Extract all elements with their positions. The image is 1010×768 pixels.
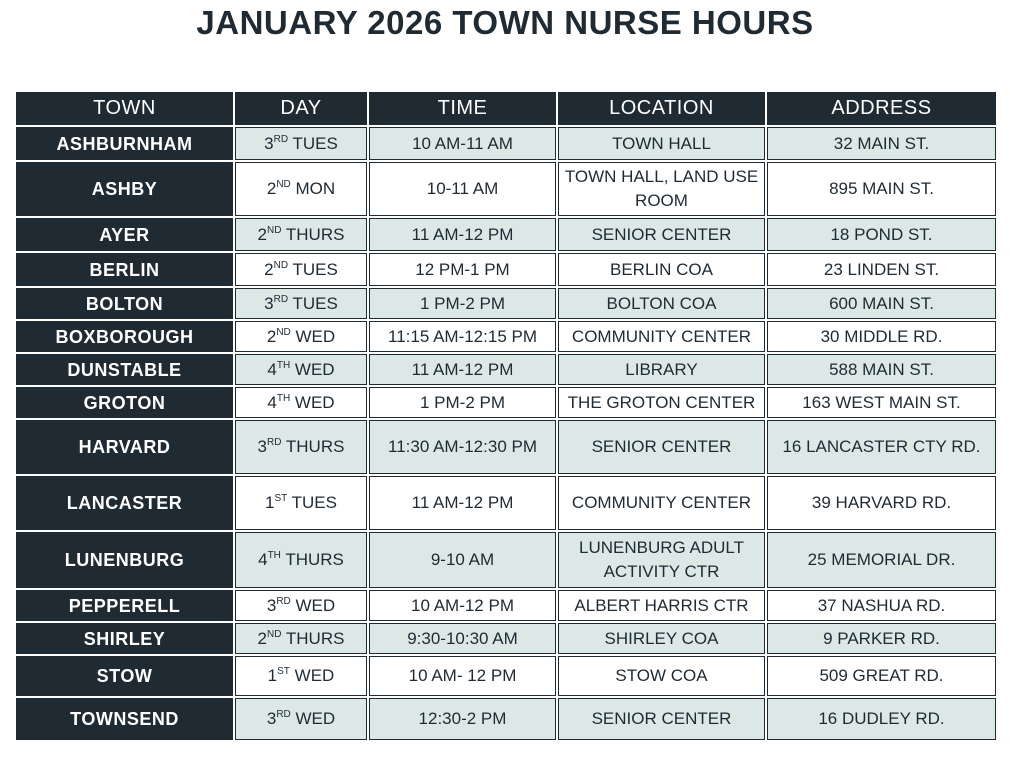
location-cell: BERLIN COA <box>558 253 765 286</box>
day-weekday: MON <box>290 179 336 198</box>
header-address: ADDRESS <box>767 92 996 125</box>
location-cell: SENIOR CENTER <box>558 218 765 251</box>
day-ordinal-suffix: ST <box>277 666 290 677</box>
time-cell: 10 AM- 12 PM <box>369 656 556 696</box>
address-cell: 16 LANCASTER CTY RD. <box>767 420 996 474</box>
day-weekday: TUES <box>288 293 338 313</box>
table-row <box>16 162 996 216</box>
time-cell: 11 AM-12 PM <box>369 354 556 385</box>
day-number: 3 <box>266 709 277 728</box>
day-ordinal-suffix: ND <box>267 628 282 640</box>
day-number: 3 <box>266 595 277 615</box>
table-row <box>16 387 996 418</box>
time-cell: 10 AM-11 AM <box>369 127 556 160</box>
location-cell: TOWN HALL <box>558 127 765 160</box>
town-cell: TOWNSEND <box>16 698 233 740</box>
day-number: 3 <box>264 293 274 313</box>
day-weekday: THURS <box>281 628 345 648</box>
time-cell: 11:15 AM-12:15 PM <box>369 321 556 352</box>
day-number: 3 <box>257 437 268 456</box>
table-row <box>16 476 996 530</box>
town-cell: GROTON <box>16 387 233 418</box>
day-cell <box>235 476 367 530</box>
time-cell: 12 PM-1 PM <box>369 253 556 286</box>
table-row <box>16 532 996 588</box>
day-weekday: WED <box>290 595 336 615</box>
day-cell <box>235 288 367 319</box>
town-cell: BOXBOROUGH <box>16 321 233 352</box>
day-ordinal-suffix: ST <box>274 493 288 504</box>
table-row <box>16 127 996 160</box>
day-weekday: THURS <box>281 437 345 456</box>
header-day: DAY <box>235 92 367 125</box>
table-row <box>16 623 996 654</box>
address-cell: 163 WEST MAIN ST. <box>767 387 996 418</box>
day-ordinal-suffix: ND <box>276 326 291 338</box>
location-cell: TOWN HALL, LAND USE ROOM <box>558 162 765 216</box>
day-ordinal-suffix: TH <box>276 392 291 404</box>
address-cell: 37 NASHUA RD. <box>767 590 996 621</box>
header-town: TOWN <box>16 92 233 125</box>
table-row <box>16 321 996 352</box>
time-cell: 11:30 AM-12:30 PM <box>369 420 556 474</box>
town-cell: LANCASTER <box>16 476 233 530</box>
time-cell: 12:30-2 PM <box>369 698 556 740</box>
day-weekday: TUES <box>288 133 338 153</box>
day-cell <box>235 127 367 160</box>
day-cell <box>235 162 367 216</box>
table-row <box>16 253 996 286</box>
day-number: 2 <box>257 224 268 244</box>
address-cell: 9 PARKER RD. <box>767 623 996 654</box>
town-cell: STOW <box>16 656 233 696</box>
day-weekday: TUES <box>288 259 338 279</box>
day-number: 4 <box>267 392 277 412</box>
time-cell: 10 AM-12 PM <box>369 590 556 621</box>
nurse-hours-table <box>14 90 998 742</box>
address-cell: 895 MAIN ST. <box>767 162 996 216</box>
table-row <box>16 288 996 319</box>
day-weekday: THURS <box>281 224 345 244</box>
day-ordinal-suffix: RD <box>276 595 291 607</box>
address-cell: 32 MAIN ST. <box>767 127 996 160</box>
table-row <box>16 420 996 474</box>
town-cell: BERLIN <box>16 253 233 286</box>
address-cell: 509 GREAT RD. <box>767 656 996 696</box>
table-row <box>16 354 996 385</box>
header-location: LOCATION <box>558 92 765 125</box>
town-cell: ASHBURNHAM <box>16 127 233 160</box>
day-ordinal-suffix: ND <box>273 259 289 271</box>
day-weekday: TUES <box>287 493 337 512</box>
location-cell: THE GROTON CENTER <box>558 387 765 418</box>
town-cell: PEPPERELL <box>16 590 233 621</box>
address-cell: 39 HARVARD RD. <box>767 476 996 530</box>
town-cell: AYER <box>16 218 233 251</box>
location-cell: SENIOR CENTER <box>558 420 765 474</box>
day-cell <box>235 218 367 251</box>
address-cell: 30 MIDDLE RD. <box>767 321 996 352</box>
time-cell: 11 AM-12 PM <box>369 218 556 251</box>
day-ordinal-suffix: ND <box>276 179 291 190</box>
day-cell <box>235 590 367 621</box>
table-body <box>16 127 996 740</box>
day-number: 2 <box>257 628 268 648</box>
table-row <box>16 590 996 621</box>
day-cell <box>235 420 367 474</box>
location-cell: ALBERT HARRIS CTR <box>558 590 765 621</box>
address-cell: 16 DUDLEY RD. <box>767 698 996 740</box>
day-cell <box>235 532 367 588</box>
day-number: 4 <box>267 359 277 379</box>
day-ordinal-suffix: RD <box>267 437 282 448</box>
day-weekday: WED <box>289 666 335 685</box>
table-row <box>16 698 996 740</box>
location-cell: LUNENBURG ADULT ACTIVITY CTR <box>558 532 765 588</box>
time-cell: 11 AM-12 PM <box>369 476 556 530</box>
header-row <box>16 92 996 125</box>
town-cell: LUNENBURG <box>16 532 233 588</box>
time-cell: 1 PM-2 PM <box>369 288 556 319</box>
town-cell: HARVARD <box>16 420 233 474</box>
day-number: 1 <box>264 493 275 512</box>
location-cell: BOLTON COA <box>558 288 765 319</box>
town-cell: BOLTON <box>16 288 233 319</box>
town-cell: SHIRLEY <box>16 623 233 654</box>
day-ordinal-suffix: TH <box>276 359 291 371</box>
day-weekday: WED <box>290 326 336 346</box>
address-cell: 25 MEMORIAL DR. <box>767 532 996 588</box>
day-weekday: THURS <box>280 550 344 569</box>
address-cell: 600 MAIN ST. <box>767 288 996 319</box>
day-cell <box>235 623 367 654</box>
day-ordinal-suffix: RD <box>273 133 289 145</box>
time-cell: 1 PM-2 PM <box>369 387 556 418</box>
location-cell: COMMUNITY CENTER <box>558 476 765 530</box>
day-cell <box>235 698 367 740</box>
day-cell <box>235 354 367 385</box>
day-cell <box>235 321 367 352</box>
day-ordinal-suffix: TH <box>267 550 281 561</box>
day-number: 1 <box>267 666 278 685</box>
day-weekday: WED <box>290 709 336 728</box>
page-title: JANUARY 2026 TOWN NURSE HOURS <box>196 4 814 41</box>
table-row <box>16 218 996 251</box>
day-ordinal-suffix: ND <box>267 224 282 236</box>
address-cell: 23 LINDEN ST. <box>767 253 996 286</box>
day-ordinal-suffix: RD <box>273 293 289 305</box>
day-number: 2 <box>264 259 274 279</box>
day-weekday: WED <box>290 392 335 412</box>
day-number: 2 <box>266 326 277 346</box>
time-cell: 9-10 AM <box>369 532 556 588</box>
town-cell: DUNSTABLE <box>16 354 233 385</box>
day-cell <box>235 656 367 696</box>
location-cell: SENIOR CENTER <box>558 698 765 740</box>
header-time: TIME <box>369 92 556 125</box>
day-cell <box>235 253 367 286</box>
day-number: 2 <box>266 179 277 198</box>
day-number: 4 <box>258 550 268 569</box>
day-cell <box>235 387 367 418</box>
location-cell: SHIRLEY COA <box>558 623 765 654</box>
location-cell: STOW COA <box>558 656 765 696</box>
location-cell: LIBRARY <box>558 354 765 385</box>
time-cell: 9:30-10:30 AM <box>369 623 556 654</box>
day-ordinal-suffix: RD <box>276 709 291 720</box>
address-cell: 588 MAIN ST. <box>767 354 996 385</box>
table-row <box>16 656 996 696</box>
town-cell: ASHBY <box>16 162 233 216</box>
day-number: 3 <box>264 133 274 153</box>
address-cell: 18 POND ST. <box>767 218 996 251</box>
day-weekday: WED <box>290 359 335 379</box>
time-cell: 10-11 AM <box>369 162 556 216</box>
location-cell: COMMUNITY CENTER <box>558 321 765 352</box>
